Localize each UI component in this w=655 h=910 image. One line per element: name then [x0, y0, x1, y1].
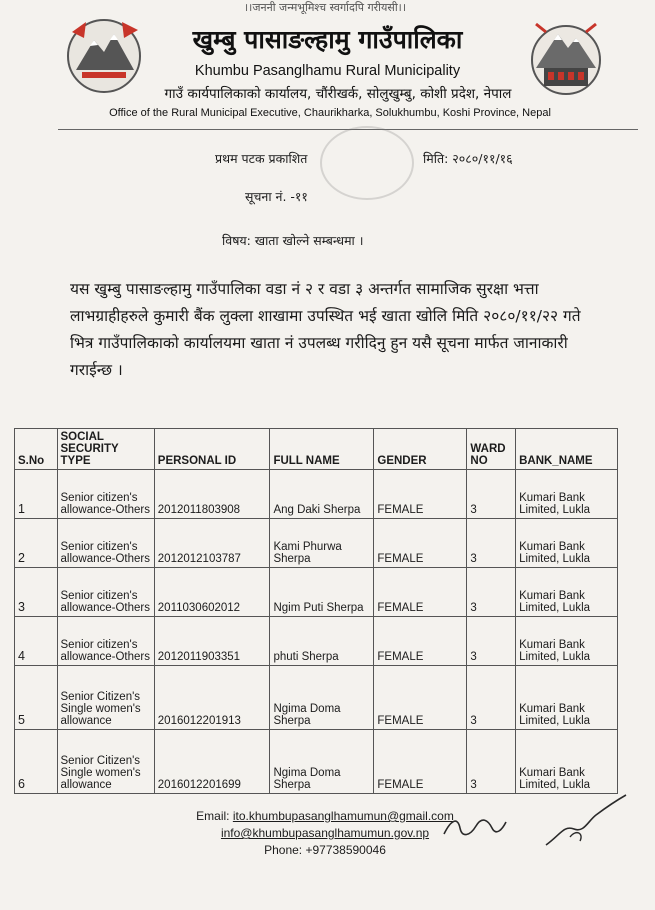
header-full-name: FULL NAME	[270, 429, 374, 470]
cell-social-security-type: Senior Citizen's Single women's allowance	[57, 666, 154, 730]
cell-ward-no: 3	[467, 730, 516, 794]
office-address-nepali: गाउँ कार्यपालिकाको कार्यालय, चौंरीखर्क, सोलुखुम्बु, कोशी प्रदेश, नेपाल	[164, 86, 512, 102]
cell-ward-no: 3	[467, 617, 516, 666]
cell-ward-no: 3	[467, 470, 516, 519]
header-ward-no: WARD NO	[467, 429, 516, 470]
email-link-secondary[interactable]: info@khumbupasanglhamumun.gov.np	[220, 826, 430, 840]
cell-social-security-type: Senior citizen's allowance-Others	[57, 519, 154, 568]
table-row	[15, 519, 618, 568]
table-row	[15, 730, 618, 794]
table-header-row	[15, 429, 618, 470]
cell-bank-name: Kumari Bank Limited, Lukla	[516, 568, 618, 617]
cell-sno: 3	[15, 568, 58, 617]
cell-gender: FEMALE	[374, 568, 467, 617]
email-link-primary[interactable]: ito.khumbupasanglhamumun@gmail.com	[232, 809, 454, 823]
cell-sno: 5	[15, 666, 58, 730]
office-address-english: Office of the Rural Municipal Executive, Chaurikharka, Solukhumbu, Koshi Province, Nepal	[109, 107, 551, 119]
faint-stamp-icon	[320, 126, 414, 200]
phone-number: Phone: +97738590046	[264, 843, 386, 857]
municipality-title-nepali: खुम्बु पासाङल्हामु गाउँपालिका	[192, 25, 463, 54]
cell-social-security-type: Senior citizen's allowance-Others	[57, 470, 154, 519]
cell-ward-no: 3	[467, 519, 516, 568]
cell-full-name: Ngim Puti Sherpa	[270, 568, 374, 617]
cell-sno: 6	[15, 730, 58, 794]
cell-ward-no: 3	[467, 666, 516, 730]
cell-gender: FEMALE	[374, 666, 467, 730]
cell-bank-name: Kumari Bank Limited, Lukla	[516, 666, 618, 730]
email-label: Email:	[196, 809, 233, 823]
beneficiary-table	[14, 428, 618, 794]
cell-gender: FEMALE	[374, 617, 467, 666]
notice-number: सूचना नं. -११	[245, 189, 308, 204]
header-personal-id: PERSONAL ID	[154, 429, 270, 470]
cell-personal-id: 2012011903351	[154, 617, 270, 666]
cell-full-name: Ngima Doma Sherpa	[270, 730, 374, 794]
cell-gender: FEMALE	[374, 470, 467, 519]
table-row	[15, 568, 618, 617]
cell-sno: 4	[15, 617, 58, 666]
header-bank-name: BANK_NAME	[516, 429, 618, 470]
cell-bank-name: Kumari Bank Limited, Lukla	[516, 617, 618, 666]
table-row	[15, 470, 618, 519]
cell-bank-name: Kumari Bank Limited, Lukla	[516, 730, 618, 794]
header-sno: S.No	[15, 429, 58, 470]
motto: ।।जननी जन्मभूमिश्च स्वर्गादपि गरीयसी।।	[243, 1, 407, 14]
notice-body: यस खुम्बु पासाङल्हामु गाउँपालिका वडा नं २ र वडा ३ अन्तर्गत सामाजिक सुरक्षा भत्ता लाभग्राहीहरुले कुमारी बैंक लुक्ला शाखामा उपस्थित भई खाता खोलि मिति २०८०/११/२२ गते भित्र गाउँपालिकाको कार्यालयमा खाता नं उपलब्ध गरीदिनु हुन यसै सूचना मार्फत जानाकारी गराईन्छ ।	[70, 280, 581, 379]
table-row	[15, 617, 618, 666]
cell-bank-name: Kumari Bank Limited, Lukla	[516, 470, 618, 519]
cell-social-security-type: Senior citizen's allowance-Others	[57, 617, 154, 666]
cell-gender: FEMALE	[374, 730, 467, 794]
cell-personal-id: 2012011803908	[154, 470, 270, 519]
cell-personal-id: 2011030602012	[154, 568, 270, 617]
cell-personal-id: 2016012201699	[154, 730, 270, 794]
cell-personal-id: 2012012103787	[154, 519, 270, 568]
signature-icon	[440, 812, 510, 842]
first-publication-label: प्रथम पटक प्रकाशित	[215, 151, 308, 166]
cell-sno: 1	[15, 470, 58, 519]
table-row	[15, 666, 618, 730]
cell-personal-id: 2016012201913	[154, 666, 270, 730]
notice-date: मिति: २०८०/११/१६	[423, 151, 513, 166]
header-gender: GENDER	[374, 429, 467, 470]
cell-full-name: Kami Phurwa Sherpa	[270, 519, 374, 568]
cell-full-name: Ang Daki Sherpa	[270, 470, 374, 519]
cell-ward-no: 3	[467, 568, 516, 617]
cell-full-name: Ngima Doma Sherpa	[270, 666, 374, 730]
cell-gender: FEMALE	[374, 519, 467, 568]
cell-social-security-type: Senior citizen's allowance-Others	[57, 568, 154, 617]
cell-bank-name: Kumari Bank Limited, Lukla	[516, 519, 618, 568]
header-social-security-type: SOCIAL SECURITY TYPE	[57, 429, 154, 470]
signature-2-icon	[540, 785, 635, 855]
cell-sno: 2	[15, 519, 58, 568]
cell-full-name: phuti Sherpa	[270, 617, 374, 666]
municipality-title-english: Khumbu Pasanglhamu Rural Municipality	[194, 63, 461, 79]
notice-subject: विषय: खाता खोल्ने सम्बन्धमा ।	[222, 233, 364, 248]
cell-social-security-type: Senior Citizen's Single women's allowance	[57, 730, 154, 794]
